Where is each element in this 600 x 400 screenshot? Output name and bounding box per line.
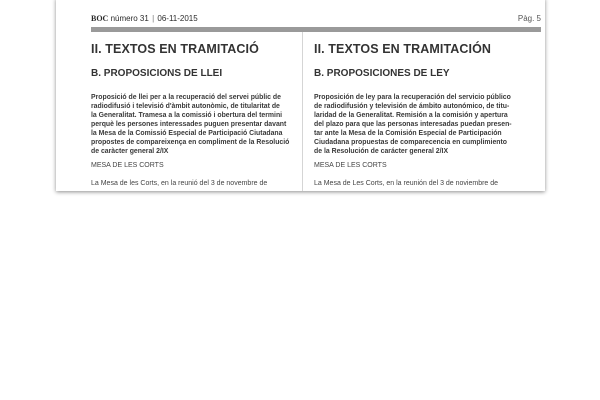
publication-date: 06-11-2015	[157, 14, 198, 23]
lead-paragraph	[91, 93, 291, 156]
body-text: La Mesa de Les Corts, en la reunión del 3 de noviembre de	[314, 180, 499, 187]
lead-line: de caràcter general 2/IX	[91, 148, 169, 155]
document-page	[56, 0, 545, 191]
column-divider	[302, 32, 303, 191]
lead-line: tar ante la Mesa de la Comisión Especial de Participación	[314, 130, 502, 137]
lead-line: de la Resolución de carácter general 2/IX	[314, 148, 449, 155]
section-title: II. TEXTOS EN TRAMITACIÓ	[91, 42, 259, 56]
lead-line: radiodifusió i televisió d'àmbit autonòmic, de titularitat de	[91, 103, 280, 110]
lead-line: del plazo para que las personas interesadas puedan presen-	[314, 121, 512, 128]
valencian-column	[91, 32, 301, 191]
body-text: La Mesa de les Corts, en la reunió del 3 de novembre de	[91, 180, 268, 187]
lead-paragraph	[314, 93, 514, 156]
mesa-heading: MESA DE LES CORTS	[91, 162, 164, 169]
publication-name: BOC	[91, 14, 109, 23]
issue-number: número 31	[110, 14, 149, 23]
subsection-title: B. PROPOSICIONS DE LLEI	[91, 68, 223, 79]
lead-line: propostes de compareixença en compliment de la Resolució	[91, 139, 290, 146]
page-number: Pàg. 5	[517, 14, 541, 23]
mesa-heading: MESA DE LES CORTS	[314, 162, 387, 169]
subsection-title: B. PROPOSICIONES DE LEY	[314, 68, 450, 79]
lead-line: la Generalitat. Tramesa a la comissió i obertura del termini	[91, 112, 283, 119]
section-title: II. TEXTOS EN TRAMITACIÓN	[314, 42, 492, 56]
lead-line: laridad de la Generalitat. Remisión a la comisión y apertura	[314, 112, 508, 119]
lead-line: Ciudadana propuestas de comparecencia en cumplimiento	[314, 139, 507, 146]
lead-line: perquè les persones interessades puguen presentar davant	[91, 121, 287, 128]
header-separator: |	[152, 14, 155, 23]
lead-line: la Mesa de la Comissió Especial de Participació Ciutadana	[91, 130, 283, 137]
lead-line: de radiodifusión y televisión de ámbito autonómico, de titu-	[314, 103, 510, 110]
publication-info	[91, 12, 198, 26]
lead-line: Proposició de llei per a la recuperació del servei públic de	[91, 94, 281, 101]
spanish-column	[314, 32, 524, 191]
lead-line: Proposición de ley para la recuperación del servicio público	[314, 94, 511, 101]
page-header	[91, 12, 541, 26]
